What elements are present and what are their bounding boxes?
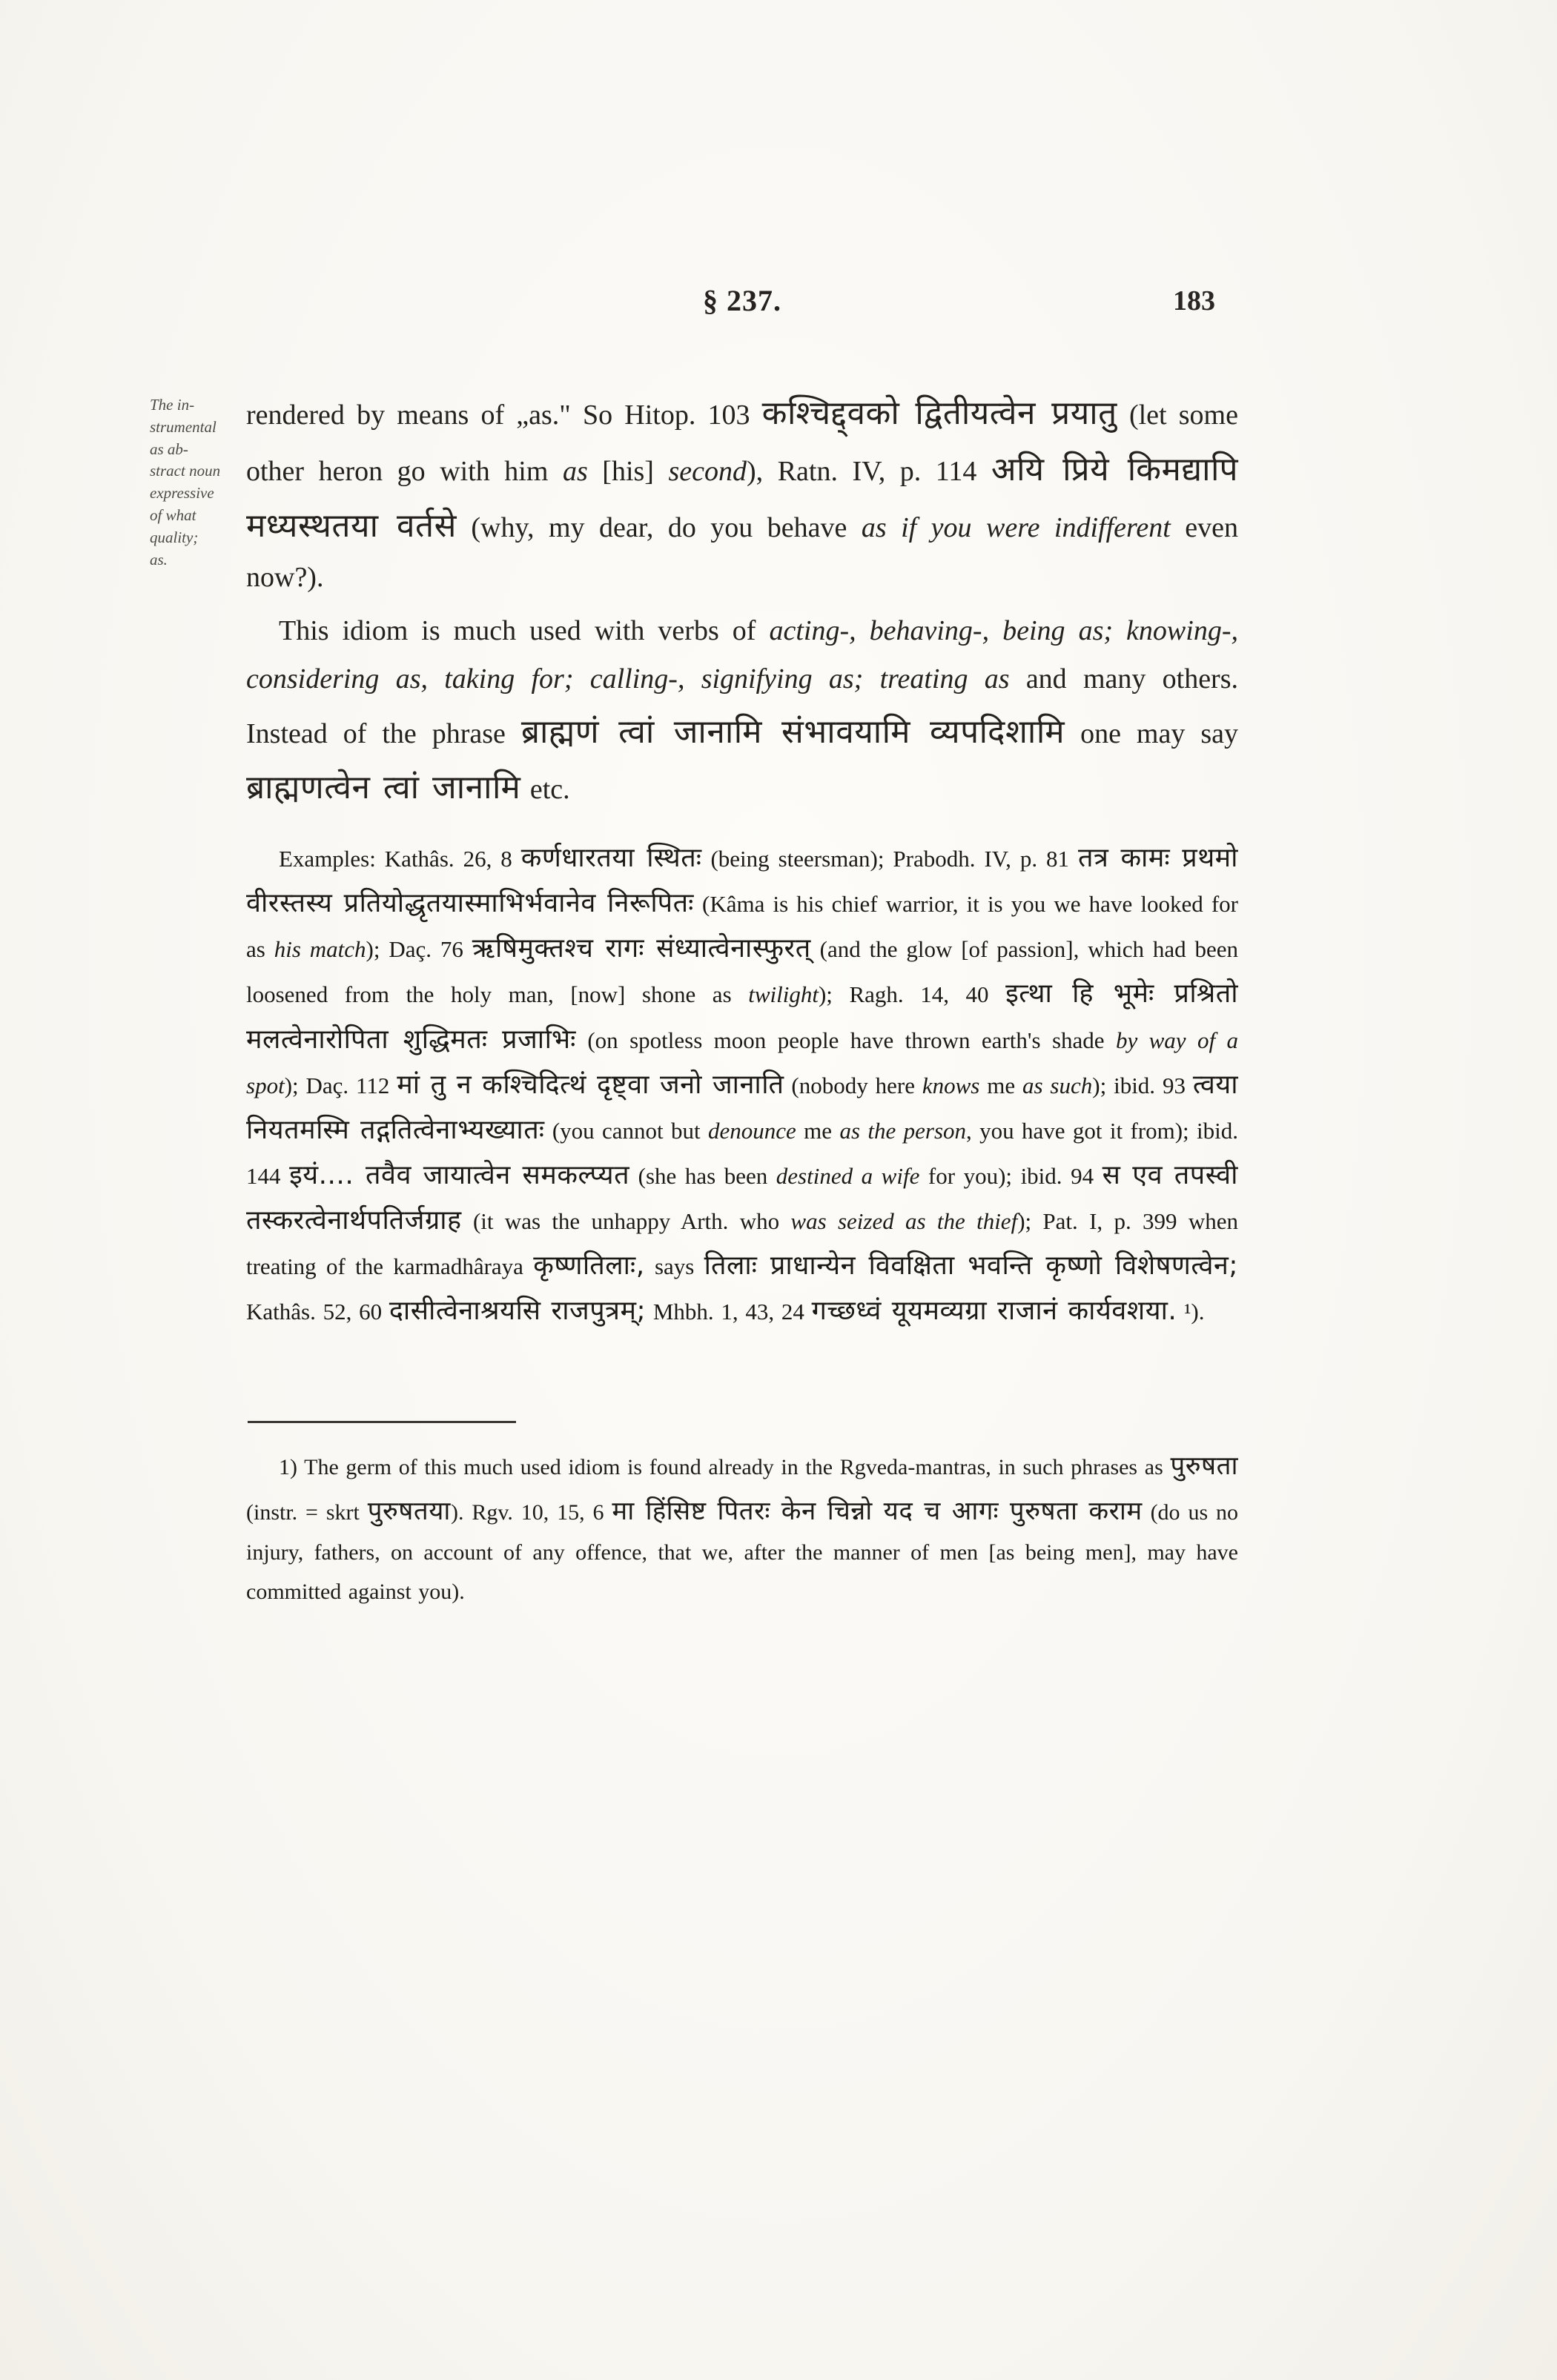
margin-note-line: quality;: [150, 528, 199, 546]
margin-note-line: strumental: [150, 417, 216, 436]
footnote-rule: [248, 1421, 516, 1423]
body-paragraph-1: rendered by means of „as." So Hitop. 103 कश्चिद्द्वको द्वितीयत्वेन प्रयातु (let some other heron go with him as [his] second), Ratn. IV, p. 114 अयि प्रिये किमद्यापि मध्यस्थतया वर्तसे (why, my dear, do you behave as if you were indifferent even now?).: [246, 394, 1239, 594]
examples-paragraph: Examples: Kathâs. 26, 8 कर्णधारतया स्थितः (being steersman); Prabodh. IV, p. 81 तत्र कामः प्रथमो वीरस्तस्य प्रतियोद्धृतयास्माभिर्भवानेव निरूपितः (Kâma is his chief warrior, it is you we have looked for as his match); Daç. 76 ऋषिमुक्तश्च रागः संध्यात्वेनास्फुरत् (and the glow [of passion], which had been loosened from the holy man, [now] shone as twilight); Ragh. 14, 40 इत्था हि भूमेः प्रश्रितो मलत्वेनारोपिता शुद्धिमतः प्रजाभिः (on spotless moon people have thrown earth's shade by way of a spot); Daç. 112 मां तु न कश्चिदित्थं दृष्ट्वा जनो जानाति (nobody here knows me as such); ibid. 93 त्वया नियतमस्मि तद्गतित्वेनाभ्यख्यातः (you cannot but denounce me as the person, you have got it from); ibid. 144 इयं.... तवैव जायात्वेन समकल्प्यत (she has been destined a wife for you); ibid. 94 स एव तपस्वी तस्करत्वेनार्थपतिर्जग्राह (it was the unhappy Arth. who was seized as the thief); Pat. I, p. 399 when treating of the karmadhâraya कृष्णतिलाः, says तिलाः प्राधान्येन विवक्षिता भवन्ति कृष्णो विशेषणत्वेन; Kathâs. 52, 60 दासीत्वेनाश्रयसि राजपुत्रम्; Mhbh. 1, 43, 24 गच्छध्वं यूयमव्यग्रा राजानं कार्यवशया. ¹).: [246, 843, 1239, 1327]
margin-note-line: as ab-: [150, 440, 188, 458]
margin-note-line: The in-: [150, 396, 195, 414]
footnote-text: 1) The germ of this much used idiom is found already in the Rgveda-mantras, in such phrases as पुरुषता (instr. = skrt पुरुषतया). Rgv. 10, 15, 6 मा हिंसिष्ट पितरः केन चिन्नो यद च आगः पुरुषता कराम (do us no injury, fathers, on account of any offence, that we, after the manner of men [as being men], may have committed against you).: [246, 1451, 1238, 1604]
footnote-block: [246, 1421, 1238, 1611]
body-paragraph-2: This idiom is much used with verbs of acting-, behaving-, being as; knowing-, considering as, taking for; calling-, signifying as; treating as and many others. Instead of the phrase ब्राह्मणं त्वां जानामि संभावयामि व्यपदिशामि one may say ब्राह्मणत्वेन त्वां जानामि etc.: [246, 614, 1238, 807]
margin-note-line: expressive: [150, 484, 214, 503]
section-heading: § 237.: [703, 284, 781, 317]
margin-note: [150, 394, 240, 571]
margin-note-line: as.: [150, 550, 168, 569]
page-number: 183: [1173, 285, 1215, 316]
text-column: [246, 385, 1238, 1634]
margin-note-line: stract noun: [150, 462, 221, 480]
margin-note-line: of what: [150, 506, 196, 525]
